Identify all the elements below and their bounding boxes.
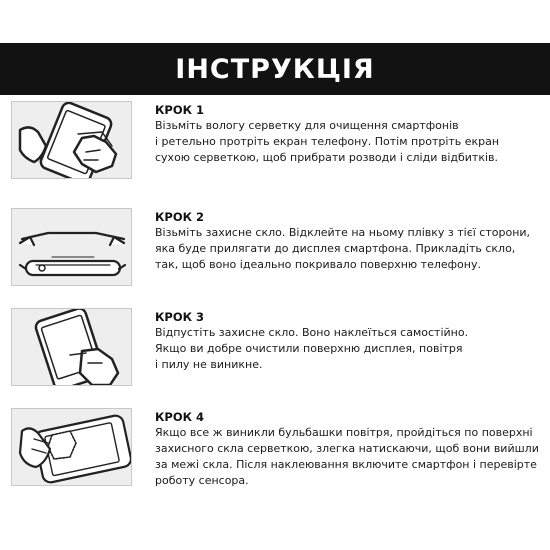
step-3-line: і пилу не виникне. <box>155 358 263 371</box>
step-4-line: роботу сенсора. <box>155 474 249 487</box>
step-4-title: КРОК 4 <box>155 410 205 424</box>
step-1-line: Візьміть вологу серветку для очищення смартфонів <box>155 119 459 132</box>
step-4-illustration <box>11 408 132 486</box>
step-1-illustration <box>11 101 132 179</box>
step-3-line: Відпустіть захисне скло. Воно наклеїться самостійно. <box>155 326 469 339</box>
step-2-illustration <box>11 208 132 286</box>
apply-glass-icon <box>12 209 132 286</box>
page-title: ІНСТРУКЦІЯ <box>175 53 375 85</box>
step-2-title: КРОК 2 <box>155 210 205 224</box>
step-1-line: сухою серветкою, щоб прибрати розводи і сліди відбитків. <box>155 151 499 164</box>
step-4-line: за межі скла. Після наклеювання включите смартфон і перевірте <box>155 458 537 471</box>
wipe-screen-icon <box>12 102 132 179</box>
step-3-title: КРОК 3 <box>155 310 205 324</box>
step-1-title: КРОК 1 <box>155 103 205 117</box>
step-4-line: захисного скла серветкою, злегка натискаючи, щоб вони вийшли <box>155 442 539 455</box>
step-3-illustration <box>11 308 132 386</box>
step-4-line: Якщо все ж виникли бульбашки повітря, пройдіться по поверхні <box>155 426 533 439</box>
step-3-line: Якщо ви добре очистили поверхню дисплея, повітря <box>155 342 463 355</box>
step-1 <box>0 101 550 179</box>
step-4 <box>0 408 550 486</box>
instruction-header <box>0 43 550 95</box>
step-2-line: яка буде прилягати до дисплея смартфона. Прикладіть скло, <box>155 242 516 255</box>
step-2-line: Візьміть захисне скло. Відклейте на ньому плівку з тієї сторони, <box>155 226 531 239</box>
step-3 <box>0 308 550 386</box>
remove-bubbles-icon <box>12 409 132 486</box>
step-2-line: так, щоб воно ідеально покривало поверхню телефону. <box>155 258 481 271</box>
press-glass-icon <box>12 309 132 386</box>
step-1-line: і ретельно протріть екран телефону. Потім протріть екран <box>155 135 500 148</box>
step-2 <box>0 208 550 286</box>
